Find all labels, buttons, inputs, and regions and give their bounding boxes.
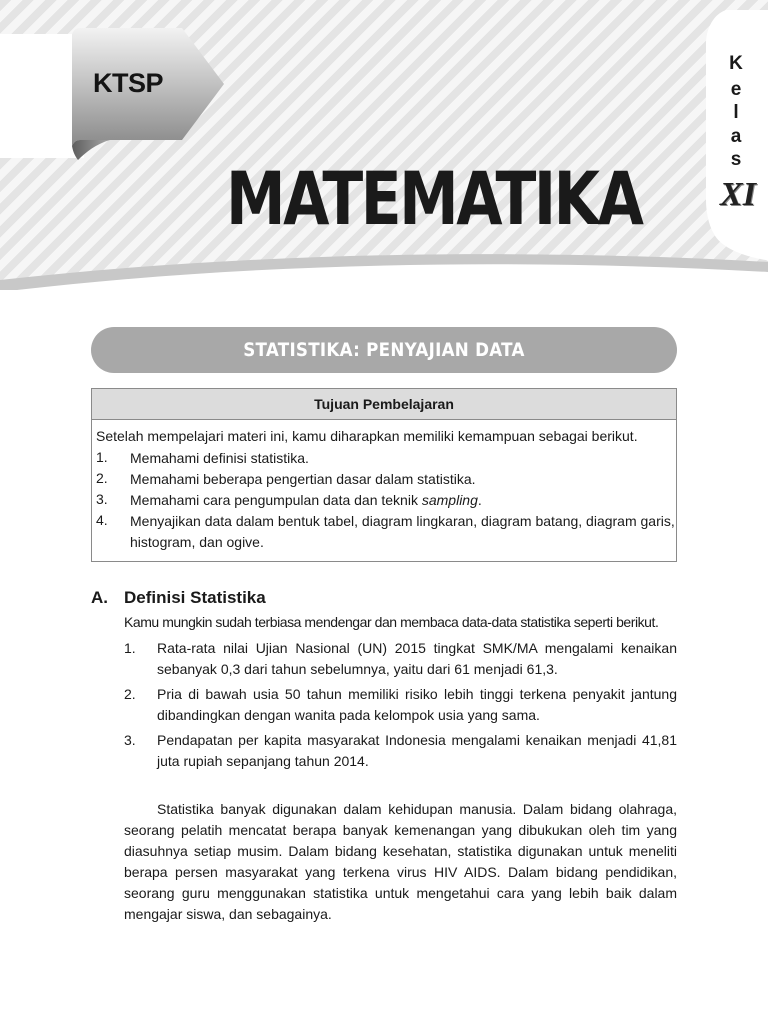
chapter-title: STATISTIKA: PENYAJIAN DATA xyxy=(243,339,525,361)
body-paragraph: Statistika banyak digunakan dalam kehidupan manusia. Dalam bidang olahraga, seorang pelatih mencatat berapa banyak kemenangan yang dibukukan oleh tim yang diasuhnya setiap musim. Dalam bidang kesehatan, statistika digunakan untuk meneliti berapa persen masyarakat yang terkena virus HIV AIDS. Dalam bidang pendidikan, seorang guru menggunakan statistika untuk mengetahui cara yang lebih baik dalam mengajar siswa, dan sebagainya. xyxy=(124,801,677,922)
example-number: 1. xyxy=(124,640,136,656)
objective-text-part: Memahami cara pengumpulan data dan teknik xyxy=(130,492,422,508)
class-grade: XI xyxy=(720,176,756,213)
objective-text-part: . xyxy=(477,492,482,508)
objective-text: Menyajikan data dalam bentuk tabel, diagram lingkaran, diagram batang, diagram garis, histogram, dan ogive. xyxy=(130,513,675,550)
class-letter-l: l xyxy=(733,102,739,123)
objective-number: 2. xyxy=(96,470,108,486)
example-text: Pria di bawah usia 50 tahun memiliki risiko lebih tinggi terkena penyakit jantung dibandingkan dengan wanita pada kelompok usia yang sama. xyxy=(157,686,677,723)
subject-title: MATEMATIKA xyxy=(226,157,642,242)
class-letter-s: s xyxy=(730,149,742,170)
class-letter-k: K xyxy=(729,53,743,74)
class-letter-a: a xyxy=(730,126,742,147)
section-label: A. xyxy=(91,588,108,607)
objectives-intro: Setelah mempelajari materi ini, kamu diharapkan memiliki kemampuan sebagai berikut. xyxy=(96,428,638,444)
objective-text: Memahami beberapa pengertian dasar dalam statistika. xyxy=(130,471,476,487)
objective-text: Memahami definisi statistika. xyxy=(130,450,309,466)
example-number: 2. xyxy=(124,686,136,702)
section-title: Definisi Statistika xyxy=(124,588,266,607)
section-intro: Kamu mungkin sudah terbiasa mendengar dan membaca data-data statistika seperti berikut. xyxy=(124,614,659,630)
example-text: Pendapatan per kapita masyarakat Indonesia mengalami kenaikan menjadi 41,81 juta rupiah sepanjang tahun 2014. xyxy=(157,732,677,769)
example-text: Rata-rata nilai Ujian Nasional (UN) 2015 tingkat SMK/MA mengalami kenaikan sebanyak 0,3 dari tahun sebelumnya, yaitu dari 61 menjadi 61,3. xyxy=(157,640,677,677)
class-letter-e: e xyxy=(730,79,742,100)
header-curve-band xyxy=(0,250,768,290)
objective-number: 4. xyxy=(96,512,108,528)
chapter-title-bar xyxy=(91,327,677,373)
objective-number: 3. xyxy=(96,491,108,507)
objective-text-italic: sampling xyxy=(421,492,478,508)
learning-objectives-box xyxy=(91,388,677,562)
objective-text xyxy=(130,490,678,511)
objectives-heading: Tujuan Pembelajaran xyxy=(92,389,676,420)
curriculum-label: KTSP xyxy=(93,68,164,98)
example-number: 3. xyxy=(124,732,136,748)
objective-number: 1. xyxy=(96,449,108,465)
